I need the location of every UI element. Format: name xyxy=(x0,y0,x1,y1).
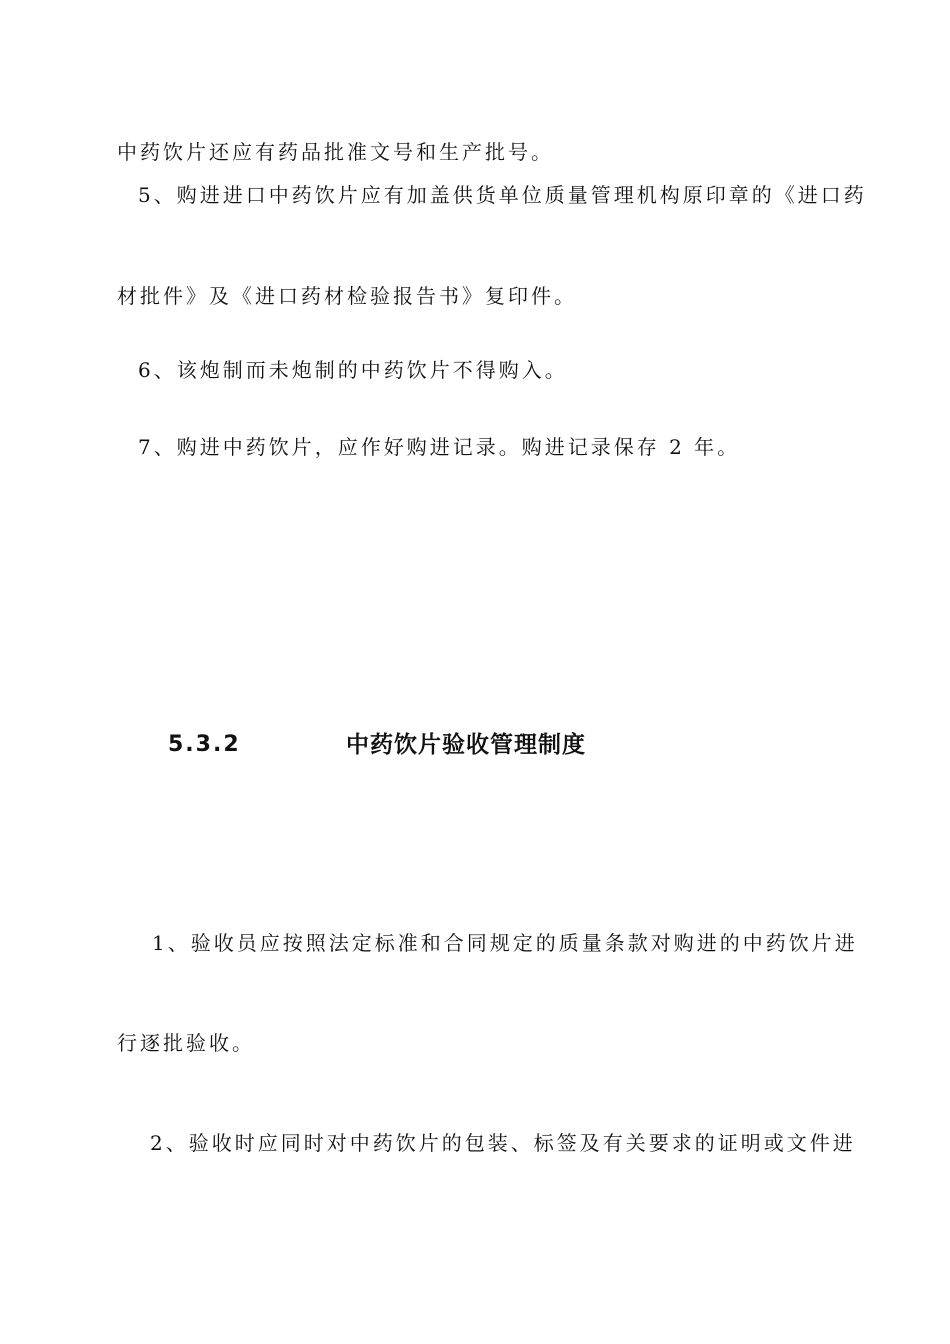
body-line-2: 行逐批验收。 xyxy=(117,1031,255,1055)
body-line-3: 2、验收时应同时对中药饮片的包装、标签及有关要求的证明或文件进 xyxy=(150,1131,856,1155)
paragraph-line-5: 7、购进中药饮片，应作好购进记录。购进记录保存 2 年。 xyxy=(138,435,741,459)
paragraph-line-2: 5、购进进口中药饮片应有加盖供货单位质量管理机构原印章的《进口药 xyxy=(138,183,867,207)
section-title: 中药饮片验收管理制度 xyxy=(346,732,586,758)
body-line-1: 1、验收员应按照法定标准和合同规定的质量条款对购进的中药饮片进 xyxy=(152,931,858,955)
paragraph-line-3: 材批件》及《进口药材检验报告书》复印件。 xyxy=(117,284,577,308)
section-number: 5.3.2 xyxy=(168,732,241,757)
paragraph-line-4: 6、该炮制而未炮制的中药饮片不得购入。 xyxy=(138,358,568,382)
paragraph-line-1: 中药饮片还应有药品批准文号和生产批号。 xyxy=(117,140,554,164)
